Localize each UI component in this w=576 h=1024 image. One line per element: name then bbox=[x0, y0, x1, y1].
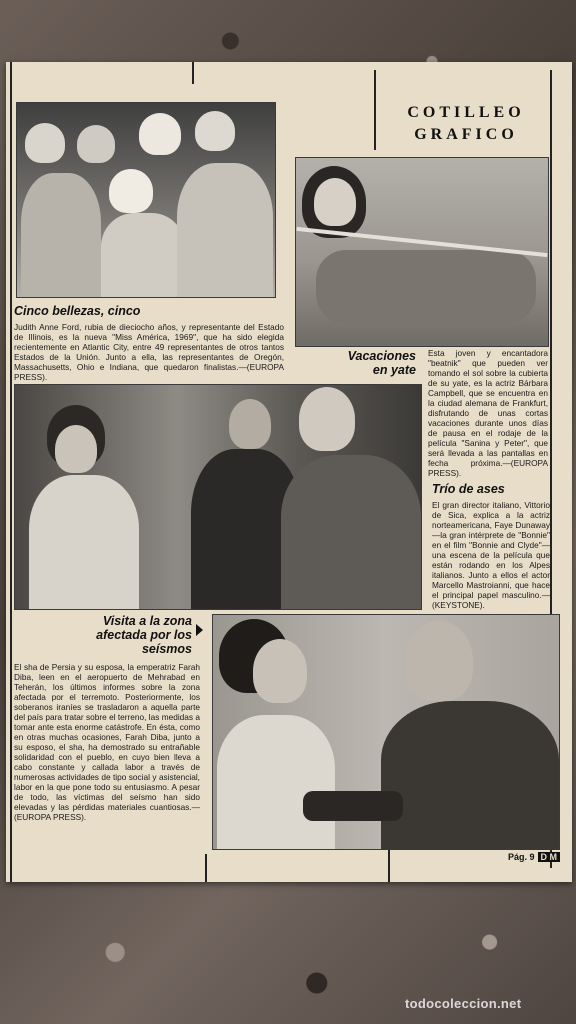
page-number bbox=[508, 852, 560, 862]
story1-body: Judith Anne Ford, rubia de dieciocho años, y representante del Estado de Illinois, es la nueva "Miss América, 1969", que ha sido elegida recientemente en Atlantic City, entre 49 representantes de otros tantos Estados de la Unión. Junto a ella, las representantes de Oregón, Massachusetts, Ohio e Indiana, que quedaron finalistas.—(EUROPA PRESS). bbox=[14, 322, 284, 382]
story2-title bbox=[306, 349, 416, 377]
column-rule bbox=[388, 848, 390, 882]
story2-title-line-2: en yate bbox=[372, 363, 416, 377]
photo-trio-de-ases bbox=[14, 384, 422, 610]
story3-body: El gran director italiano, Vittorio de Sica, explica a la actriz norteamericana, Faye Dunaway —la gran intérprete de "Bonnie" en el film "Bonnie and Clyde"— una escena de la película que están rodando en los Alpes italianos. Junto a ellos el actor Marcello Mastroianni, que hace el principal papel masculino.—(KEYSTONE). bbox=[432, 500, 550, 610]
story4-title-line-1: Visita a la zona bbox=[102, 614, 192, 628]
brand-logo: D M bbox=[538, 852, 561, 862]
story4-title-line-3: seísmos bbox=[141, 642, 192, 656]
column-rule bbox=[10, 62, 12, 882]
page-number-label: Pág. 9 bbox=[507, 852, 535, 862]
arrow-right-icon bbox=[196, 624, 203, 636]
column-rule bbox=[374, 70, 376, 150]
column-rule bbox=[205, 854, 207, 882]
story4-body: El sha de Persia y su esposa, la emperatriz Farah Diba, leen en el aeropuerto de Mehrabad en Teherán, los últimos informes sobre la zona afectada por el terremoto. Posteriormente, los soberanos iraníes se trasladaron a aquella parte del país para tratar sobre el terreno, las medidas a tomar ante esta enorme catástrofe. En ésta, como en otras muchas ocasiones, Farah Diba, junto a su esposo, el sha, ha demostrado su entrañable solidaridad con el pueblo, en cuyo bien lleva a cabo constante y callada labor a través de numerosas actividades de tipo social y asistencial, labor en la que pone todo su entusiasmo. A pesar de todo, las víctimas del seísmo han sido elevadas y las pérdidas materiales cuantiosas.—(EUROPA PRESS). bbox=[14, 662, 200, 822]
photo-beauty-queens bbox=[16, 102, 276, 298]
photo-shah-and-empress bbox=[212, 614, 560, 850]
masthead-line-2: GRAFICO bbox=[414, 126, 518, 143]
story2-body: Esta joven y encantadora "beatnik" que pueden ver tomando el sol sobre la cubierta de su yate, es la actriz Bárbara Campbell, que se encuentra en la ciudad alemana de Frankfurt, disfrutando de unas cortas vacaciones durante unos días de pausa en el rodaje de la película "Sanina y Peter", que será llevada a las pantallas en fecha próxima.—(EUROPA PRESS). bbox=[428, 348, 548, 478]
story4-title bbox=[46, 614, 192, 656]
story4-title-line-2: afectada por los bbox=[96, 628, 192, 642]
story2-title-line-1: Vacaciones bbox=[347, 349, 416, 363]
column-rule bbox=[192, 62, 194, 84]
section-masthead bbox=[381, 102, 551, 146]
photo-yacht-actress bbox=[295, 157, 549, 347]
story3-title: Trío de ases bbox=[432, 482, 505, 496]
masthead-line-1: COTILLEO bbox=[407, 104, 525, 121]
story1-title: Cinco bellezas, cinco bbox=[14, 304, 141, 318]
watermark: todocoleccion.net bbox=[405, 996, 522, 1011]
magazine-page bbox=[6, 62, 572, 882]
